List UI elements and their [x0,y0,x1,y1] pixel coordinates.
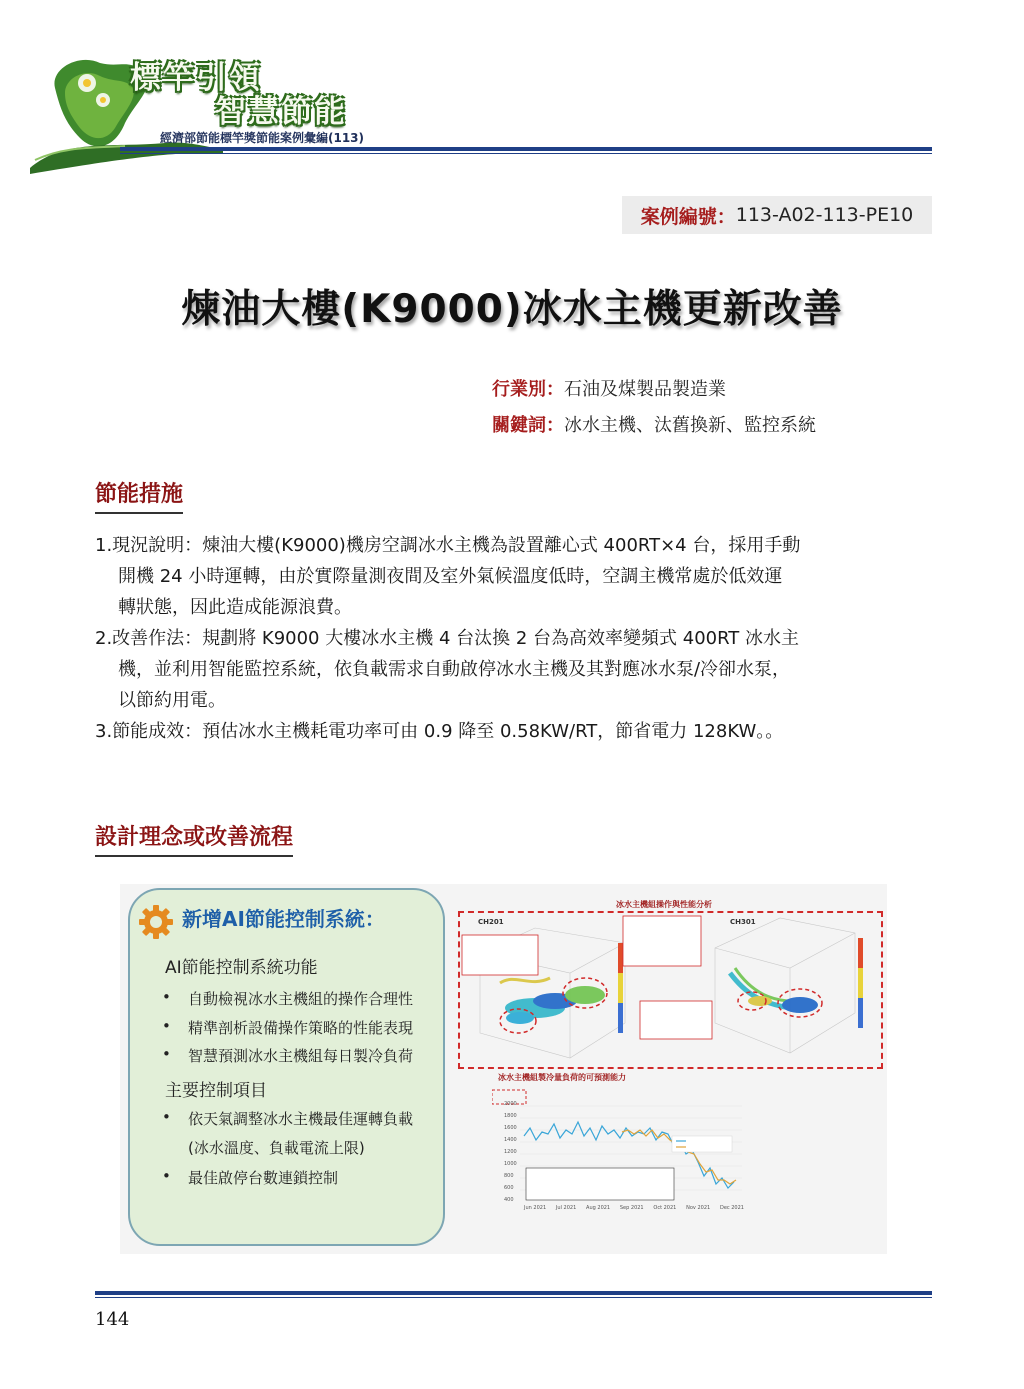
measures-paragraphs [95,530,935,747]
header-rule-thick [120,147,932,151]
x-tick-label: Nov 2021 [686,1205,711,1211]
y-tick-label: 1400 [504,1137,517,1143]
paragraph-line: 開機 24 小時運轉，由於實際量測夜間及室外氣候溫度低時，空調主機常處於低效運 [118,566,783,587]
section-heading-measures: 節能措施 [95,477,183,514]
chart-ch301-label: CH301 [730,918,756,926]
paragraph-line: 1.現況說明：煉油大樓(K9000)機房空調冰水主機為設置離心式 400RT×4 台，採用手動 [95,535,801,556]
keywords-label: 關鍵詞： [492,415,564,436]
x-tick-label: Jul 2021 [555,1205,577,1211]
y-tick-label: 2000 [504,1101,517,1107]
y-tick-label: 1800 [504,1113,517,1119]
x-tick-label: Sep 2021 [619,1205,644,1211]
header-slogan-line1: 標竿引領 [130,60,262,96]
y-tick-label: 1600 [504,1125,517,1131]
forecast-x-axis [524,1205,744,1211]
header-subtitle: 經濟部節能標竿獎節能案例彙編(113) [160,131,365,145]
paragraph-line: 機，並利用智能監控系統，依負載需求自動啟停冰水主機及其對應冰水泵/冷卻水泵， [118,659,791,680]
function-item: • 自動檢視冰水主機組的操作合理性 [188,988,413,1009]
header-logo-art [25,28,225,178]
x-tick-label: Jun 2021 [524,1205,547,1211]
section-heading-design: 設計理念或改善流程 [95,820,293,857]
forecast-caption: 冰水主機組製冷量負荷的可預測能力 [498,1073,626,1082]
case-number-value: 113-A02-113-PE10 [735,204,914,226]
x-tick-label: Aug 2021 [586,1205,611,1211]
industry-value: 石油及煤製品製造業 [564,379,726,400]
y-tick-label: 800 [504,1173,514,1179]
paragraph-line: 2.改善作法：規劃將 K9000 大樓冰水主機 4 台汰換 2 台為高效率變頻式 400RT 冰水主 [95,628,800,649]
y-tick-label: 400 [504,1197,514,1203]
industry-label: 行業別： [492,379,564,400]
control-item-note: (冰水溫度、負載電流上限) [188,1139,365,1157]
ai-system-panel [128,888,445,1246]
function-item: • 智慧預測冰水主機組每日製冷負荷 [188,1045,413,1066]
chart-ch201-label: CH201 [478,918,504,926]
case-number-label: 案例編號： [640,205,736,228]
performance-analysis-caption: 冰水主機組操作與性能分析 [616,900,712,909]
functions-heading: AI節能控制系統功能 [165,958,318,978]
x-tick-label: Oct 2021 [653,1205,677,1211]
paragraph-line: 以節約用電。 [118,690,226,711]
header-rule-thin [120,153,932,154]
ai-system-title: 新增AI節能控制系統： [182,907,385,931]
performance-3d-plots [460,913,881,1067]
x-tick-label: Dec 2021 [719,1205,744,1211]
keywords-line [492,411,816,437]
paragraph-line: 3.節能成效：預估冰水主機耗電功率可由 0.9 降至 0.58KW/RT，節省電力 128KW。。 [95,721,784,742]
industry-line [492,375,726,401]
forecast-line-chart [492,1084,752,1214]
keywords-value: 冰水主機、汰舊換新、監控系統 [564,415,816,436]
function-item: • 精準剖析設備操作策略的性能表現 [188,1017,413,1038]
page-title: 煉油大樓(K9000)冰水主機更新改善 [181,287,843,332]
control-item: • 依天氣調整冰水主機最佳運轉負載 [188,1108,413,1129]
gear-icon [138,904,174,940]
page-number: 144 [95,1309,130,1330]
y-tick-label: 600 [504,1185,514,1191]
header-slogan-line2: 智慧節能 [215,94,347,130]
paragraph-line: 轉狀態，因此造成能源浪費。 [118,597,352,618]
controls-heading: 主要控制項目 [165,1081,267,1101]
footer-rule-thin [95,1297,932,1298]
footer-rule-thick [95,1291,932,1295]
y-tick-label: 1000 [504,1161,517,1167]
control-item: • 最佳啟停台數連鎖控制 [188,1167,338,1188]
y-tick-label: 1200 [504,1149,517,1155]
case-number-box [622,196,932,234]
